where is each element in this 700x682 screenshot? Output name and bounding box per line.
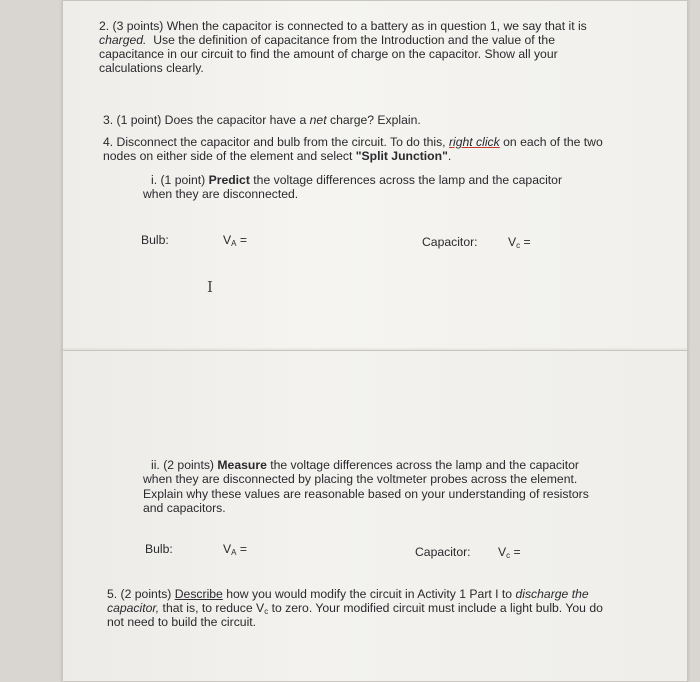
capacitor-word: capacitor, [107, 601, 160, 615]
q4-line1-pre: 4. Disconnect the capacitor and bulb from the circuit. To do this, [103, 135, 449, 149]
capacitor-label-i: Capacitor: [422, 235, 478, 249]
bulb-label-ii: Bulb: [145, 542, 173, 556]
vc-v-ii: V [498, 545, 507, 559]
worksheet-page-1 [62, 0, 688, 351]
capacitor-label-ii: Capacitor: [415, 545, 471, 559]
va-sub: A [231, 239, 237, 248]
part-ii-post: the voltage differences across the lamp and the capacitor [266, 458, 579, 472]
va-sub-ii: A [231, 548, 237, 557]
q3-pre: 3. (1 point) Does the capacitor have a [103, 113, 310, 127]
va-eq-ii: = [236, 542, 247, 556]
q5-line2-a: that is, to reduce V [159, 601, 265, 615]
part-i-line-2: when they are disconnected. [143, 187, 299, 201]
split-junction-text: "Split Junction" [355, 149, 448, 163]
vc-eq: = [520, 235, 531, 249]
va-v: V [223, 233, 232, 247]
part-ii-line-3: Explain why these values are reasonable based on your understanding of resistors [143, 487, 589, 501]
measure-word: Measure [217, 458, 267, 472]
bulb-label-i: Bulb: [141, 233, 169, 247]
q5-pre: 5. (2 points) [107, 587, 175, 601]
q4-line2-post: . [447, 149, 452, 163]
va-field-i [223, 233, 247, 249]
q5-line-3: not need to build the circuit. [107, 615, 257, 629]
discharge-word: discharge the [515, 587, 589, 601]
q2-line-2 [99, 33, 555, 47]
q2-line-4: calculations clearly. [99, 61, 204, 75]
vc-sub: c [516, 241, 521, 250]
vc-field-i [508, 235, 531, 251]
vc-field-ii [498, 545, 521, 561]
part-ii-pre: ii. (2 points) [151, 458, 218, 472]
q5-mid: how you would modify the circuit in Activity 1 Part I to [222, 587, 516, 601]
va-v-ii: V [223, 542, 232, 556]
charged-word: charged. [99, 33, 147, 47]
q4-line1-post: on each of the two [499, 135, 603, 149]
q4-line2-pre: nodes on either side of the element and select [103, 149, 356, 163]
q5-vc-sub: c [264, 607, 269, 616]
worksheet-page-2 [62, 350, 688, 682]
part-i-pre: i. (1 point) [151, 173, 209, 187]
q3-net: net [309, 113, 327, 127]
describe-word: Describe [174, 587, 223, 601]
vc-v: V [508, 235, 517, 249]
part-ii-line-4: and capacitors. [143, 501, 226, 515]
va-eq: = [236, 233, 247, 247]
va-field-ii [223, 542, 247, 558]
vc-eq-ii: = [510, 545, 521, 559]
q3-post: charge? Explain. [326, 113, 421, 127]
part-ii-line-2: when they are disconnected by placing the voltmeter probes across the element. [143, 472, 578, 486]
q2-line-1: 2. (3 points) When the capacitor is connected to a battery as in question 1, we say that it is [99, 19, 587, 33]
part-ii-line-1 [151, 458, 579, 472]
q5-line-1 [107, 587, 589, 601]
q3-question [103, 113, 421, 127]
predict-word: Predict [208, 173, 250, 187]
q2-line-3: capacitance in our circuit to find the amount of charge on the capacitor. Show all your [99, 47, 558, 61]
text-cursor-icon: I [207, 278, 213, 296]
q5-line2-b: to zero. Your modified circuit must include a light bulb. You do [268, 601, 603, 615]
right-click-text: right click [448, 135, 500, 149]
vc-sub-ii: c [506, 551, 511, 560]
q2-line-2-text: Use the definition of capacitance from the Introduction and the value of the [153, 33, 555, 47]
part-i-line-1 [151, 173, 562, 187]
part-i-post: the voltage differences across the lamp and the capacitor [249, 173, 563, 187]
q4-line-1 [103, 135, 603, 149]
q4-line-2 [103, 149, 451, 163]
